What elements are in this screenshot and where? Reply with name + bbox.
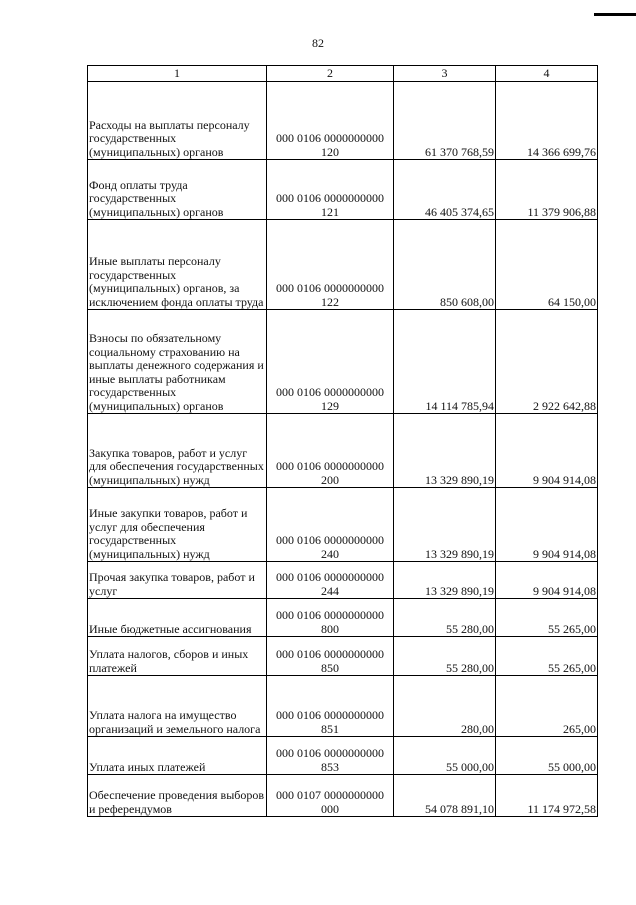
row-name: Обеспечение проведения выборов и референдумов — [88, 775, 267, 817]
row-value-4: 11 174 972,58 — [496, 775, 598, 817]
column-header-1: 1 — [88, 66, 267, 82]
row-name: Уплата налогов, сборов и иных платежей — [88, 637, 267, 676]
row-name: Иные бюджетные ассигнования — [88, 599, 267, 637]
corner-mark — [594, 13, 636, 16]
row-code — [267, 737, 394, 775]
column-header-4: 4 — [496, 66, 598, 82]
table-row — [88, 737, 598, 775]
table-row — [88, 310, 598, 414]
table-row — [88, 775, 598, 817]
column-header-2: 2 — [267, 66, 394, 82]
table-row — [88, 160, 598, 220]
table-row — [88, 562, 598, 599]
row-value-4: 11 379 906,88 — [496, 160, 598, 220]
row-code — [267, 562, 394, 599]
code-line-1: 000 0106 0000000000 — [276, 281, 384, 295]
row-value-4: 9 904 914,08 — [496, 562, 598, 599]
code-line-2: 853 — [321, 759, 339, 774]
row-value-4: 265,00 — [496, 676, 598, 737]
row-value-3: 46 405 374,65 — [394, 160, 496, 220]
table-row — [88, 637, 598, 676]
row-value-4: 9 904 914,08 — [496, 488, 598, 562]
code-line-1: 000 0106 0000000000 — [276, 191, 384, 205]
table-header-row — [88, 66, 598, 82]
code-line-2: 240 — [321, 546, 339, 561]
row-code — [267, 676, 394, 737]
code-line-2: 200 — [321, 472, 339, 487]
row-name: Закупка товаров, работ и услуг для обеспечения государственных (муниципальных) нужд — [88, 414, 267, 488]
code-line-2: 851 — [321, 721, 339, 736]
code-line-2: 244 — [321, 583, 339, 598]
code-line-1: 000 0106 0000000000 — [276, 647, 384, 661]
column-header-3: 3 — [394, 66, 496, 82]
row-value-3: 55 000,00 — [394, 737, 496, 775]
table-row — [88, 220, 598, 310]
page-number: 82 — [312, 36, 324, 50]
code-line-2: 129 — [321, 398, 339, 413]
code-line-1: 000 0106 0000000000 — [276, 131, 384, 145]
budget-table — [87, 65, 598, 817]
row-code — [267, 488, 394, 562]
row-value-3: 55 280,00 — [394, 637, 496, 676]
row-name: Иные выплаты персоналу государственных (муниципальных) органов, за исключением фонда оплаты труда — [88, 220, 267, 310]
row-name: Уплата налога на имущество организаций и земельного налога — [88, 676, 267, 737]
row-value-4: 2 922 642,88 — [496, 310, 598, 414]
table-row — [88, 599, 598, 637]
code-line-1: 000 0107 0000000000 — [276, 788, 384, 802]
row-name: Иные закупки товаров, работ и услуг для обеспечения государственных (муниципальных) нужд — [88, 488, 267, 562]
row-value-4: 9 904 914,08 — [496, 414, 598, 488]
row-name: Прочая закупка товаров, работ и услуг — [88, 562, 267, 599]
code-line-1: 000 0106 0000000000 — [276, 708, 384, 722]
table-row — [88, 488, 598, 562]
row-value-3: 13 329 890,19 — [394, 488, 496, 562]
row-value-4: 55 265,00 — [496, 599, 598, 637]
row-value-4: 55 000,00 — [496, 737, 598, 775]
row-code — [267, 414, 394, 488]
row-name: Фонд оплаты труда государственных (муниципальных) органов — [88, 160, 267, 220]
row-value-3: 13 329 890,19 — [394, 414, 496, 488]
table-row — [88, 414, 598, 488]
code-line-2: 000 — [321, 801, 339, 816]
code-line-2: 121 — [321, 204, 339, 219]
code-line-1: 000 0106 0000000000 — [276, 608, 384, 622]
row-code — [267, 637, 394, 676]
row-value-3: 14 114 785,94 — [394, 310, 496, 414]
row-code — [267, 775, 394, 817]
row-name: Уплата иных платежей — [88, 737, 267, 775]
table-row — [88, 676, 598, 737]
table-row — [88, 82, 598, 160]
row-code — [267, 82, 394, 160]
code-line-1: 000 0106 0000000000 — [276, 533, 384, 547]
row-name: Взносы по обязательному социальному страхованию на выплаты денежного содержания и иные выплаты работникам государственных (муниципальных) органов — [88, 310, 267, 414]
row-value-3: 280,00 — [394, 676, 496, 737]
row-value-3: 55 280,00 — [394, 599, 496, 637]
row-value-4: 55 265,00 — [496, 637, 598, 676]
code-line-1: 000 0106 0000000000 — [276, 459, 384, 473]
code-line-2: 800 — [321, 621, 339, 636]
row-value-4: 14 366 699,76 — [496, 82, 598, 160]
code-line-2: 850 — [321, 660, 339, 675]
row-code — [267, 220, 394, 310]
code-line-1: 000 0106 0000000000 — [276, 385, 384, 399]
row-code — [267, 599, 394, 637]
row-code — [267, 310, 394, 414]
row-name: Расходы на выплаты персоналу государственных (муниципальных) органов — [88, 82, 267, 160]
row-code — [267, 160, 394, 220]
row-value-3: 13 329 890,19 — [394, 562, 496, 599]
code-line-2: 120 — [321, 144, 339, 159]
code-line-2: 122 — [321, 294, 339, 309]
code-line-1: 000 0106 0000000000 — [276, 746, 384, 760]
code-line-1: 000 0106 0000000000 — [276, 570, 384, 584]
row-value-3: 54 078 891,10 — [394, 775, 496, 817]
row-value-3: 850 608,00 — [394, 220, 496, 310]
row-value-3: 61 370 768,59 — [394, 82, 496, 160]
row-value-4: 64 150,00 — [496, 220, 598, 310]
